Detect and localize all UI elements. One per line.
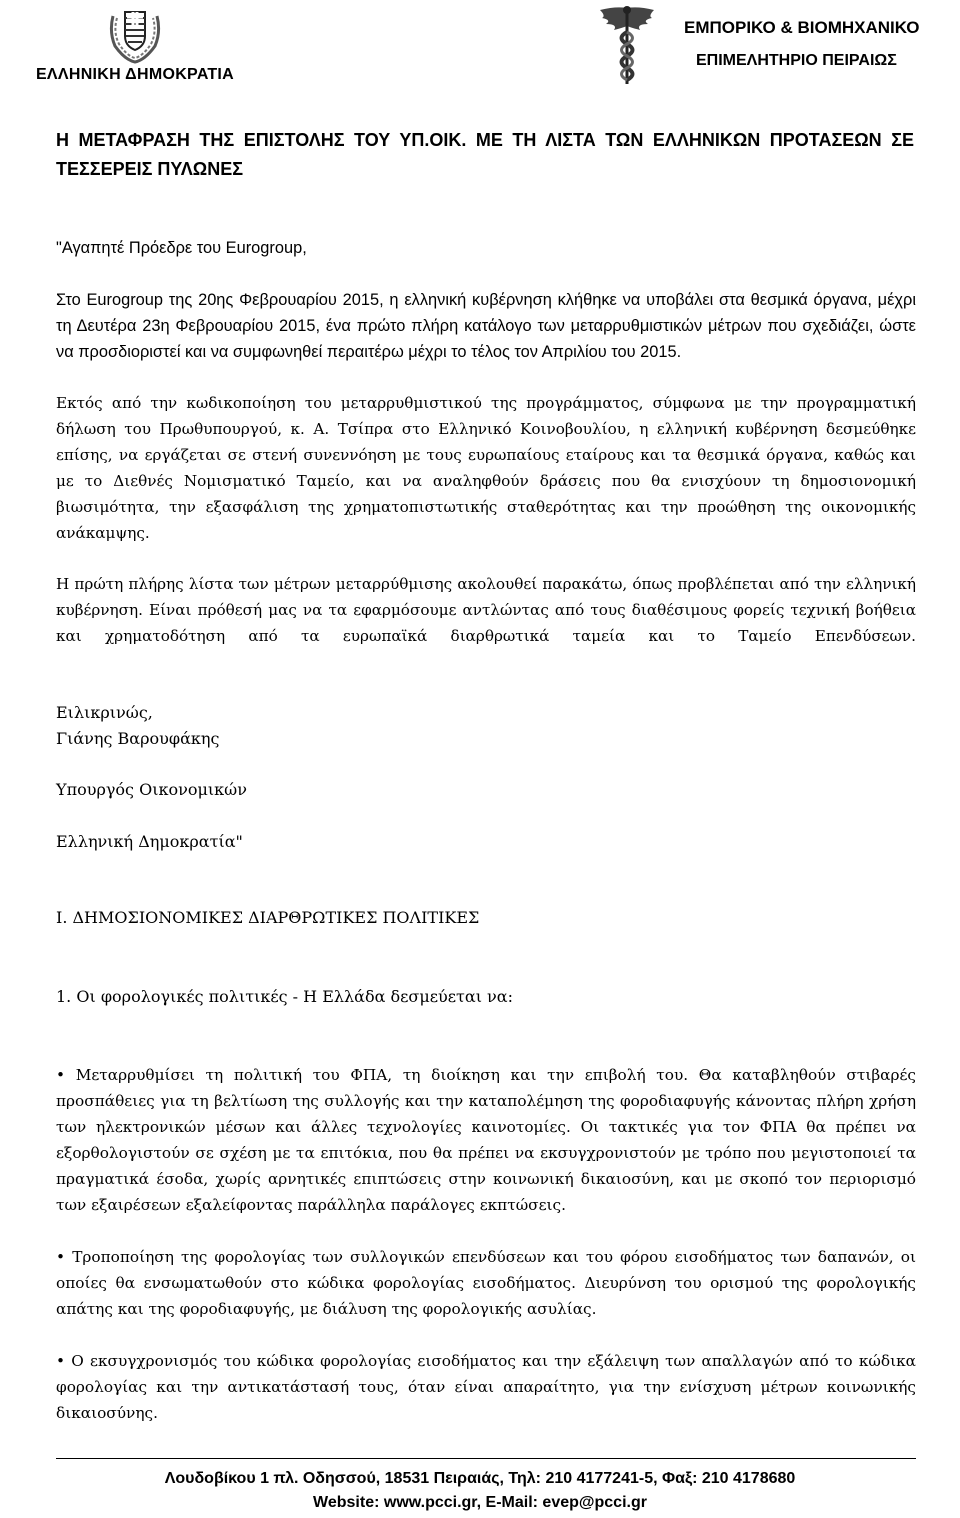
caduceus-wings-icon (596, 2, 658, 88)
letter-paragraph-1: Στο Eurogroup της 20ης Φεβρουαρίου 2015, η ελληνική κυβέρνηση κλήθηκε να υποβάλει στα θεσμικά όργανα, μέχρι τη Δευτέρα 23η Φεβρουαρίου 2015, ένα πρώτο πλήρη κατάλογο των μεταρρυθμιστικών μέτρων που σχεδιάζει, ώστε να προσδιοριστεί και να συμφωνηθεί περαιτέρω μέχρι το τέλος τον Απριλίου του 2015. (56, 291, 916, 361)
hellenic-republic-emblem-icon (105, 2, 165, 64)
header-right-line1: ΕΜΠΟΡΙΚΟ & ΒΙΟΜΗΧΑΝΙΚΟ (684, 18, 920, 37)
footer-email-label: , E-Mail: (476, 1494, 543, 1511)
letter-signer-role: Υπουργός Οικονομικών (56, 780, 247, 799)
letter-salutation: "Αγαπητέ Πρόεδρε του Eurogroup, (56, 239, 307, 257)
footer-email-link[interactable]: evep@pcci.gr (542, 1494, 647, 1511)
footer-website-link[interactable]: www.pcci.gr (383, 1494, 477, 1511)
header-left-label: ΕΛΛΗΝΙΚΗ ΔΗΜΟΚΡΑΤΙΑ (35, 66, 235, 83)
bullet-item-2 (56, 1244, 916, 1322)
bullet-text: Μεταρρυθμίσει τη πολιτική του ΦΠΑ, τη διοίκηση και την επιβολή του. Θα καταβληθούν στιβαρές προσπάθειες για τη βελτίωση της συλλογής και την καταπολέμηση της φοροδιαφυγής κάνοντας πλήρη χρήση των ηλεκτρονικών μέσων και άλλες τεχνολογίες καινοτομίες. Οι τακτικές για τον ΦΠΑ θα πρέπει να εξορθολογιστούν σε σχέση με τα επιτόκια, που θα πρέπει να εκσυγχρονιστούν με τρόπο που μεγιστοποιεί τα πραγματικά έσοδα, χωρίς αρνητικές επιπτώσεις στην κοινωνική δικαιοσύνη, και με σκοπό τον περιορισμό των εξαιρέσεων εξαλείφοντας παράλληλα παράλογες εκπτώσεις. (56, 1066, 916, 1214)
footer-website-label: Website: (313, 1494, 384, 1511)
bullet-text: Ο εκσυγχρονισμός του κώδικα φορολογίας εισοδήματος και την εξάλειψη των απαλλαγών από το κώδικα φορολογίας και την αντικατάστασή τους, όταν είναι απαραίτητο, για την ενίσχυση μέτρων κοινωνικής δικαιοσύνης. (56, 1352, 916, 1422)
footer-divider (56, 1458, 916, 1459)
subsection-heading: 1. Οι φορολογικές πολιτικές - Η Ελλάδα δεσμεύεται να: (56, 987, 513, 1006)
page-title: Η ΜΕΤΑΦΡΑΣΗ ΤΗΣ ΕΠΙΣΤΟΛΗΣ ΤΟΥ ΥΠ.ΟΙΚ. ΜΕ ΤΗ ΛΙΣΤΑ ΤΩΝ ΕΛΛΗΝΙΚΩΝ ΠΡΟΤΑΣΕΩΝ ΣΕ ΤΕΣΣΕΡΕΙΣ ΠΥΛΩΝΕΣ (56, 130, 914, 179)
bullet-symbol: • (56, 1352, 66, 1370)
bullet-item-3 (56, 1348, 916, 1426)
bullet-symbol: • (56, 1066, 66, 1084)
header-right-line2: ΕΠΙΜΕΛΗΤΗΡΙΟ ΠΕΙΡΑΙΩΣ (696, 52, 897, 69)
letter-paragraph-3: Η πρώτη πλήρης λίστα των μέτρων μεταρρύθμισης ακολουθεί παρακάτω, όπως προβλέπεται από την ελληνική κυβέρνηση. Είναι πρόθεσή μας να τα εφαρμόσουμε αντλώντας από τους διαθέσιμους φορείς τεχνική βοήθεια και χρηματοδότηση από τα ευρωπαϊκά διαρθρωτικά ταμεία και το Ταμείο Επενδύσεων. (56, 575, 916, 645)
letter-country: Ελληνική Δημοκρατία" (56, 832, 243, 851)
letter-signer: Γιάνης Βαρουφάκης (56, 729, 220, 748)
header-left (0, 0, 270, 100)
footer-contact (0, 1494, 960, 1512)
letter-paragraph-2: Εκτός από την κωδικοποίηση του μεταρρυθμιστικού της προγράμματος, σύμφωνα με την προγραμματική δήλωση του Πρωθυπουργού, κ. Α. Τσίπρα στο Ελληνικό Κοινοβουλίου, η ελληνική κυβέρνηση δεσμεύθηκε επίσης, να εργάζεται σε στενή συνεννόηση με τους ευρωπαίους εταίρους και τα θεσμικά όργανα, καθώς και με το Διεθνές Νομισματικό Ταμείο, και να αναληφθούν δράσεις που θα ενισχύουν τη δημοσιονομική βιωσιμότητα, την εξασφάλιση της χρηματοπιστωτικής σταθερότητας και την προώθηση της οικονομικής ανάκαμψης. (56, 394, 916, 542)
section-heading: Ι. ΔΗΜΟΣΙΟΝΟΜΙΚΕΣ ΔΙΑΡΘΡΩΤΙΚΕΣ ΠΟΛΙΤΙΚΕΣ (56, 908, 480, 927)
bullet-symbol: • (56, 1248, 66, 1266)
header-right (596, 0, 960, 100)
footer-address: Λουδοβίκου 1 πλ. Οδησσού, 18531 Πειραιάς, Τηλ: 210 4177241-5, Φαξ: 210 4178680 (164, 1470, 796, 1487)
bullet-text: Τροποποίηση της φορολογίας των συλλογικών επενδύσεων και του φόρου εισοδήματος των δαπανών, οι οποίες θα ενσωματωθούν στο κώδικα φορολογίας εισοδήματος. Διευρύνση του ορισμού της φορολογικής απάτης και της φοροδιαφυγής, με διάλυση της φορολογικής ασυλίας. (56, 1248, 916, 1318)
letter-closing: Ειλικρινώς, (56, 703, 153, 722)
bullet-item-1 (56, 1062, 916, 1218)
